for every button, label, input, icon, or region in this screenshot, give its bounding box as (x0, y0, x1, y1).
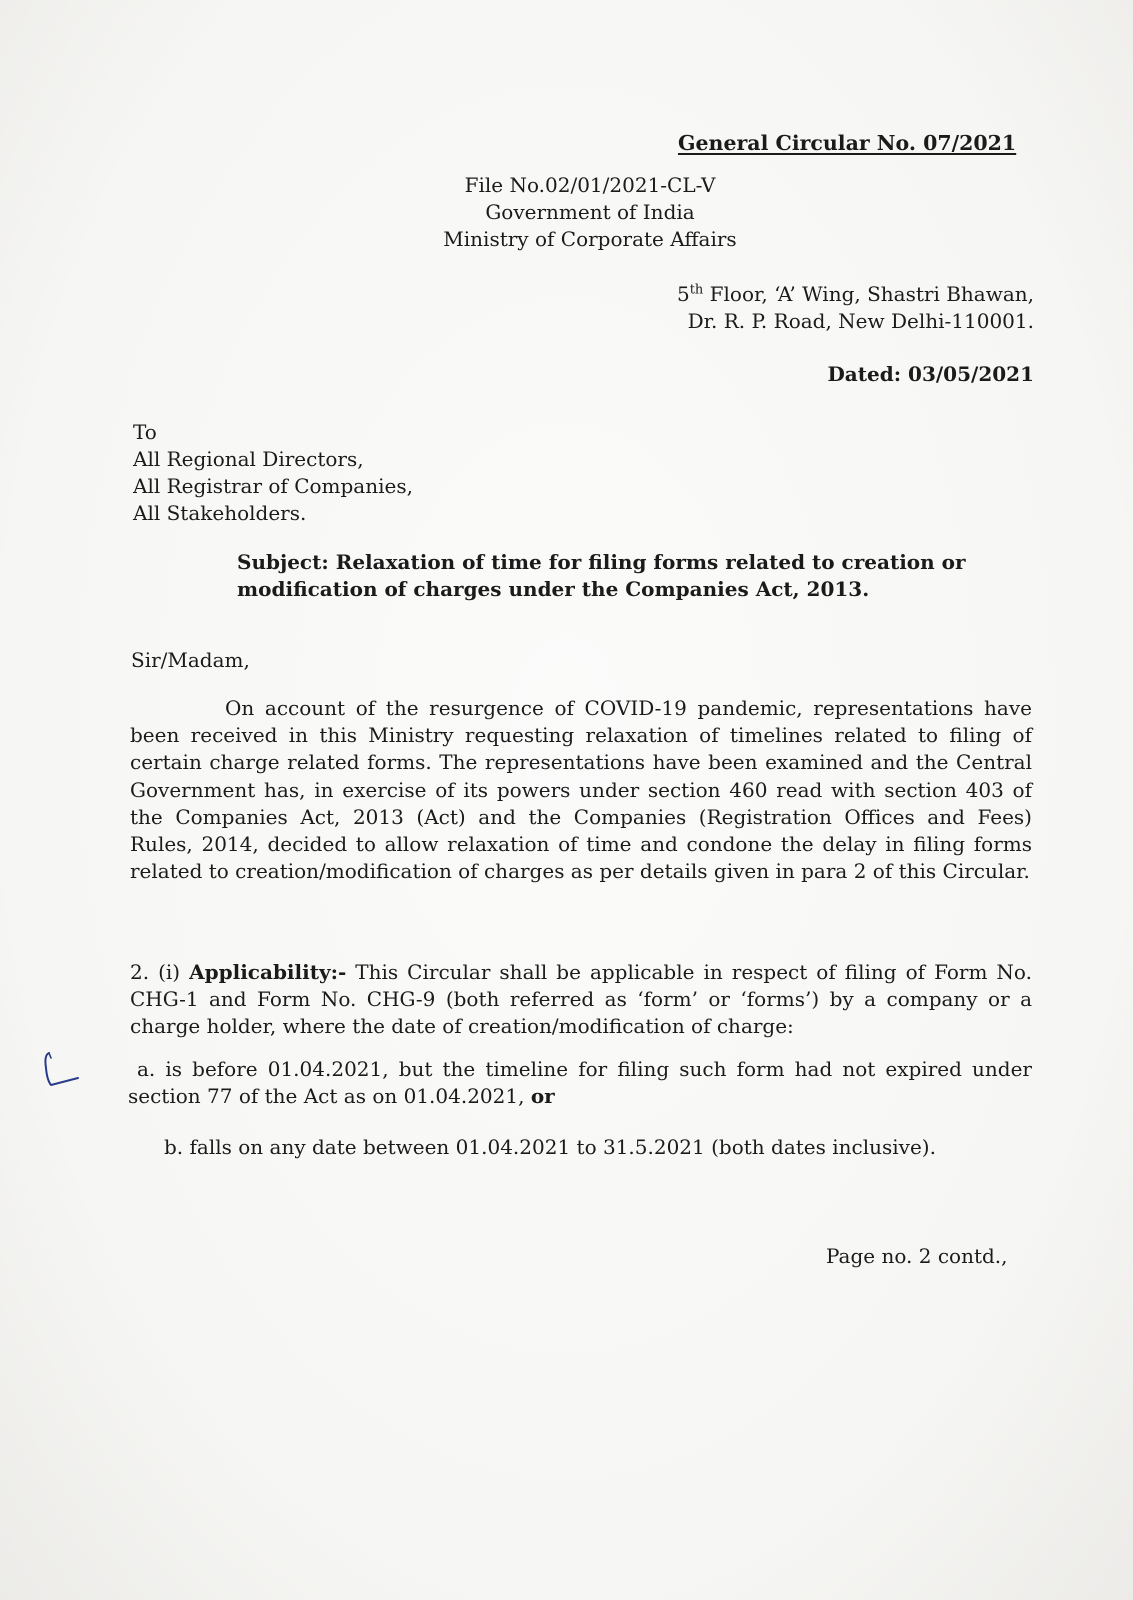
page-continuation: Page no. 2 contd., (826, 1244, 1008, 1268)
list-item-a-or: or (530, 1084, 555, 1108)
list-item-a-text: a. is before 01.04.2021, but the timeline for filing such form had not expired under section 77 of the Act as on 01.04.2021, (128, 1057, 1032, 1108)
floor-number: 5 (676, 282, 690, 306)
floor-suffix: th (689, 282, 704, 298)
para-number: 2. (i) (130, 960, 190, 984)
address-line-2: Dr. R. P. Road, New Delhi-110001. (687, 309, 1034, 333)
handwritten-tick-mark (38, 1050, 88, 1100)
government-name: Government of India (485, 200, 695, 224)
circular-date: Dated: 03/05/2021 (827, 362, 1034, 386)
addressee-line: All Registrar of Companies, (133, 474, 413, 498)
subject-line: Subject: Relaxation of time for filing forms related to creation or modification of charges under the Companies Act, 2013. (237, 550, 966, 601)
ministry-name: Ministry of Corporate Affairs (443, 227, 737, 251)
addressee-line: All Regional Directors, (133, 447, 364, 471)
list-item-a (128, 1056, 1032, 1110)
address-line-1-rest: Floor, ‘A’ Wing, Shastri Bhawan, (703, 282, 1034, 306)
addressee-block (133, 419, 413, 527)
salutation: Sir/Madam, (131, 648, 250, 672)
applicability-text: This Circular shall be applicable in respect of filing of Form No. CHG-1 and Form No. CHG-9 (both referred as ‘form’ or ‘forms’) by a company or a charge holder, where the date of creation/modification of charge: (130, 960, 1032, 1039)
addressee-line: All Stakeholders. (133, 501, 307, 525)
file-number: File No.02/01/2021-CL-V (464, 173, 716, 197)
list-item-b: b. falls on any date between 01.04.2021 to 31.5.2021 (both dates inclusive). (164, 1135, 936, 1159)
addressee-to: To (133, 420, 157, 444)
body-paragraph-1: On account of the resurgence of COVID-19 pandemic, representations have been received in this Ministry requesting relaxation of timelines related to filing of certain charge related forms. The representations have been examined and the Central Government has, in exercise of its powers under section 460 read with section 403 of the Companies Act, 2013 (Act) and the Companies (Registration Offices and Fees) Rules, 2014, decided to allow relaxation of time and condone the delay in filing forms related to creation/modification of charges as per details given in para 2 of this Circular. (130, 696, 1032, 884)
address-line-1 (677, 281, 1034, 308)
circular-number: General Circular No. 07/2021 (678, 131, 1017, 155)
body-paragraph-2 (130, 959, 1032, 1041)
applicability-heading: Applicability:- (189, 960, 347, 984)
